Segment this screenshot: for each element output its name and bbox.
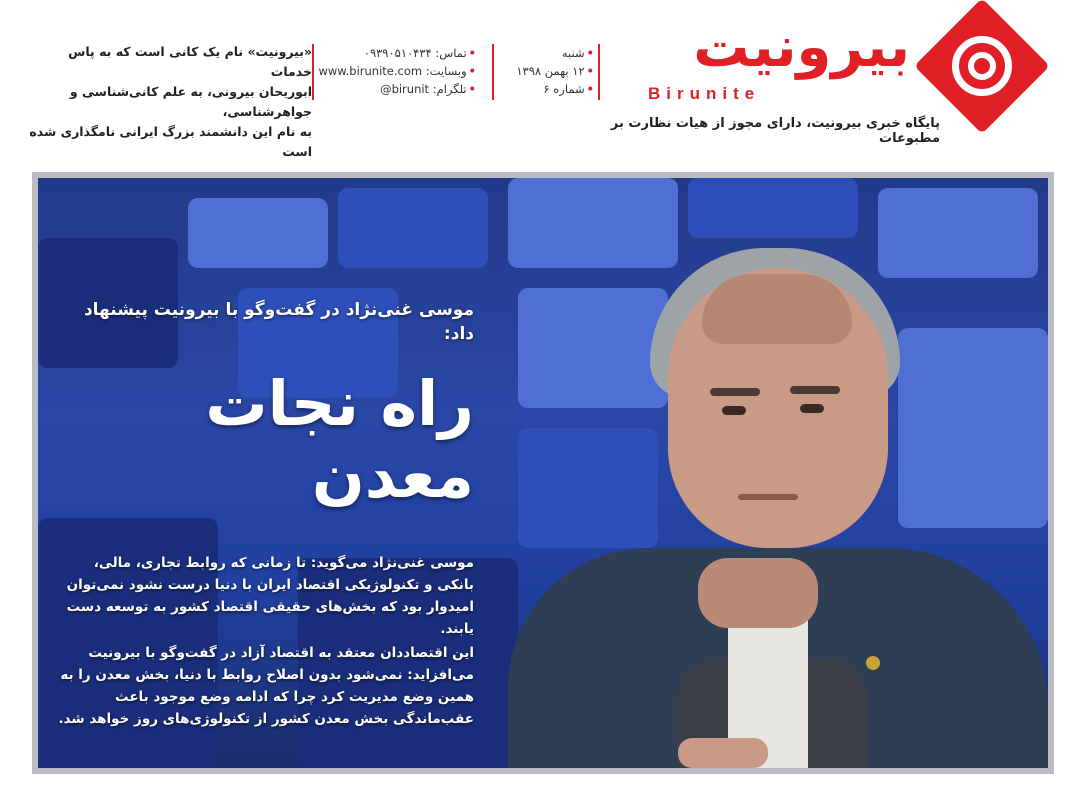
about-line: «بیرونیت» نام یک کانی است که به پاس خدمات (68, 44, 312, 79)
contact-website[interactable]: وبسایت: www.birunite.com (318, 64, 467, 78)
logo-wordmark: بیرونیت (693, 15, 910, 80)
contact-phone: تماس: ۰۹۳۹۰۵۱۰۴۳۴ (363, 46, 467, 60)
masthead (0, 0, 1080, 170)
contact-info: •تماس: ۰۹۳۹۰۵۱۰۴۳۴ •وبسایت: www.birunite.com •تلگرام: birunit@ (318, 46, 476, 96)
seat (338, 188, 488, 268)
logo-latin-wordmark: Birunite (648, 84, 761, 103)
about-text (28, 42, 312, 162)
issue-number: شماره ۶ (543, 82, 585, 96)
issue-day: شنبه (561, 46, 585, 60)
story-paragraph: موسی غنی‌نژاد می‌گوید: تا زمانی که روابط تجاری، مالی، بانکی و تکنولوژیکی اقتصاد ایران با دنیا درست نشود نمی‌توان امیدوار بود که بخش‌های حقیقی اقتصاد کشور به توسعه دست یابند. (66, 555, 474, 637)
seat (518, 288, 668, 408)
divider (598, 44, 600, 100)
contact-telegram[interactable]: تلگرام: birunit@ (380, 82, 467, 96)
logo-ring-inner-icon (968, 52, 996, 80)
person-forehead (702, 274, 852, 344)
person-hand (678, 738, 768, 768)
person-brow (790, 386, 840, 394)
person-neck (698, 558, 818, 628)
issue-info: •شنبه •۱۲ بهمن ۱۳۹۸ •شماره ۶ (516, 46, 594, 96)
cover-panel (32, 172, 1054, 774)
cover-photo (38, 178, 1048, 768)
cover-story (54, 298, 474, 732)
divider (492, 44, 494, 100)
person-brow (710, 388, 760, 396)
person-eye (800, 404, 824, 413)
lapel-pin-icon (866, 656, 880, 670)
seat (878, 188, 1038, 278)
seat (688, 178, 858, 238)
story-kicker: موسی غنی‌نژاد در گفت‌وگو با بیرونیت پیشنهاد داد: (83, 300, 474, 344)
divider (312, 44, 314, 100)
person-mouth (738, 494, 798, 500)
seat (898, 328, 1048, 528)
issue-date: ۱۲ بهمن ۱۳۹۸ (516, 64, 585, 78)
seat (518, 428, 658, 548)
seat (188, 198, 328, 268)
about-line: ابوریحان بیرونی، به علم کانی‌شناسی و جواهرشناسی، (69, 84, 312, 119)
tagline: پایگاه خبری بیرونیت، دارای مجوز از هیات نظارت بر مطبوعات (610, 116, 940, 146)
seat (508, 178, 678, 268)
story-headline: راه نجات معدن (205, 367, 474, 512)
story-paragraph: این اقتصاددان معتقد به اقتصاد آزاد در گفت‌وگو با بیرونیت می‌افزاید: نمی‌شود بدون اصلاح روابط با دنیا، بخش معدن را به همین وضع مدیریت کرد چرا که ادامه وضع موجود باعث عقب‌ماندگی بخش معدن کشور از تکنولوژی‌های روز خواهد شد. (58, 645, 474, 727)
about-line: به نام این دانشمند بزرگ ایرانی نامگذاری شده است (29, 124, 312, 159)
person-eye (722, 406, 746, 415)
